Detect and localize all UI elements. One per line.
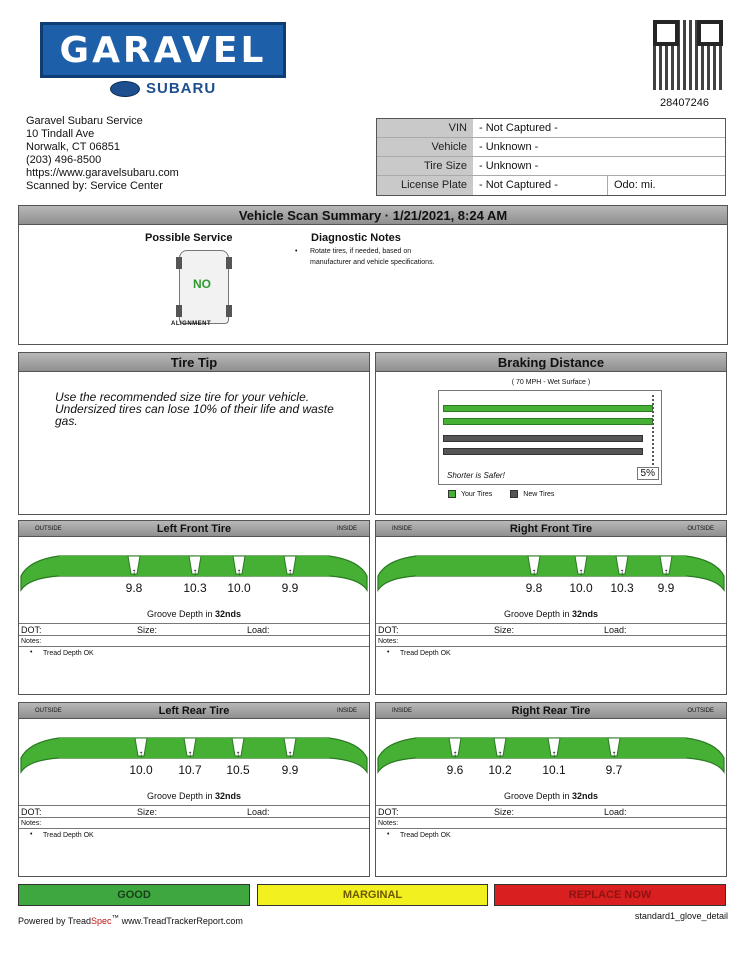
distance-marker [652, 395, 654, 465]
groove-depth-caption: Groove Depth in 32nds [503, 791, 599, 801]
groove-arrow-icon: ↑ [138, 749, 144, 760]
tire-note [19, 647, 369, 657]
size-label: Size: [494, 807, 515, 817]
groove-arrow-icon: ↑ [531, 567, 537, 578]
your-tires-bar [443, 418, 653, 425]
legend-your-tires [448, 490, 492, 498]
dot-label: DOT: [378, 625, 399, 635]
groove-depth-value: 9.7 [605, 763, 623, 777]
vin-value: - Not Captured - [479, 122, 558, 134]
tire-header [376, 703, 726, 719]
groove-arrow-icon: ↑ [192, 567, 198, 578]
diagnostic-notes-title: Diagnostic Notes [311, 232, 401, 244]
groove-depth-caption: Groove Depth in 32nds [146, 609, 242, 619]
possible-service-title: Possible Service [145, 232, 233, 244]
groove-depth-caption: Groove Depth in 32nds [146, 791, 242, 801]
groove-arrow-icon: ↑ [497, 749, 503, 760]
dealer-address [26, 115, 179, 193]
address-phone: (203) 496-8500 [26, 154, 102, 166]
groove-arrow-icon: ↑ [287, 567, 293, 578]
footer-site: www.TreadTrackerReport.com [119, 916, 243, 926]
tire-meta-row [19, 806, 369, 818]
diagnostic-note [295, 246, 465, 268]
legend-label: Your Tires [461, 490, 493, 498]
vehicle-label: Vehicle [377, 138, 473, 156]
tire-side-right: INSIDE [336, 708, 357, 714]
logo-sub [110, 80, 216, 97]
size-label: Size: [137, 625, 158, 635]
address-line: Norwalk, CT 06851 [26, 141, 120, 153]
tire-side-right: INSIDE [336, 526, 357, 532]
tire-side-right: OUTSIDE [687, 526, 714, 532]
size-label: Size: [137, 807, 158, 817]
vehicle-row [377, 138, 725, 157]
groove-arrow-icon: ↑ [235, 749, 241, 760]
vehicle-scan-summary-panel [18, 205, 728, 345]
condition-replace-now: REPLACE NOW [494, 884, 726, 906]
notes-label: Notes: [19, 818, 369, 829]
tire-header [376, 521, 726, 537]
tire-note [376, 647, 726, 657]
tire-tip-title: Tire Tip [19, 353, 369, 372]
tire-panel-lr [18, 702, 370, 877]
tire-meta [19, 623, 369, 657]
groove-depth-value: 10.7 [178, 763, 202, 777]
qr-code-icon [653, 20, 723, 90]
groove-depth-value: 10.3 [183, 581, 207, 595]
new-tires-bar [443, 435, 643, 442]
logo-sub-text: SUBARU [146, 80, 217, 97]
groove-arrow-icon: ↑ [187, 749, 193, 760]
tire-title: Left Rear Tire [158, 705, 230, 717]
braking-percent: 5% [637, 467, 659, 480]
wheel-icon [176, 305, 182, 317]
license-plate-label: License Plate [377, 176, 473, 195]
braking-subtitle: ( 70 MPH - Wet Surface ) [511, 379, 591, 386]
groove-arrow-icon: ↑ [551, 749, 557, 760]
tire-size-label: Tire Size [377, 157, 473, 175]
groove-arrow-icon: ↑ [236, 567, 242, 578]
load-label: Load: [247, 807, 270, 817]
license-plate-value: - Not Captured - [479, 179, 558, 191]
load-label: Load: [604, 625, 627, 635]
dot-label: DOT: [21, 625, 42, 635]
license-plate-row [377, 176, 725, 195]
footer-powered-by [18, 913, 243, 926]
tire-side-left: INSIDE [392, 526, 413, 532]
tire-meta [19, 805, 369, 839]
load-label: Load: [604, 807, 627, 817]
footer-powered: Powered by Tread [18, 916, 92, 926]
vin-row [377, 119, 725, 138]
tire-note-text: Tread Depth OK [400, 650, 451, 657]
braking-title: Braking Distance [376, 353, 726, 372]
logo-brand-text: GARAVEL [59, 29, 267, 71]
tire-note [19, 829, 369, 839]
tire-size-value: - Unknown - [479, 160, 539, 172]
subaru-emblem-icon [110, 81, 140, 97]
groove-arrow-icon: ↑ [131, 567, 137, 578]
wheel-icon [176, 257, 182, 269]
groove-depth-value: 10.2 [488, 763, 512, 777]
load-label: Load: [247, 625, 270, 635]
address-line: 10 Tindall Ave [26, 128, 95, 140]
tire-tip-text: Use the recommended size tire for your vehicle. Undersized tires can lose 10% of their life and waste gas. [55, 390, 334, 428]
tire-note-text: Tread Depth OK [400, 832, 451, 839]
notes-label: Notes: [376, 818, 726, 829]
tire-panel-rf [375, 520, 727, 695]
tire-tip-panel [18, 352, 370, 515]
groove-depth-value: 9.9 [657, 581, 675, 595]
tire-size-row [377, 157, 725, 176]
condition-good: GOOD [18, 884, 250, 906]
notes-label: Notes: [19, 636, 369, 647]
legend-new-tires [510, 490, 554, 498]
groove-arrow-icon: ↑ [287, 749, 293, 760]
odometer-value: Odo: mi. [607, 176, 725, 195]
groove-arrow-icon: ↑ [578, 567, 584, 578]
braking-chart [438, 390, 662, 485]
braking-legend [448, 490, 554, 498]
tire-meta-row [376, 624, 726, 636]
tire-meta [376, 623, 726, 657]
tire-title: Right Rear Tire [511, 705, 591, 717]
tire-title: Right Front Tire [509, 523, 593, 535]
scanned-by: Scanned by: Service Center [26, 180, 163, 192]
tire-note [376, 829, 726, 839]
vin-label: VIN [377, 119, 473, 137]
tire-side-left: OUTSIDE [35, 708, 62, 714]
tire-header [19, 703, 369, 719]
groove-arrow-icon: ↑ [452, 749, 458, 760]
groove-depth-value: 9.9 [281, 763, 299, 777]
dot-label: DOT: [21, 807, 42, 817]
wheel-icon [226, 257, 232, 269]
vehicle-value: - Unknown - [479, 141, 539, 153]
tire-meta-row [19, 624, 369, 636]
footer-template-id: standard1_glove_detail [634, 911, 728, 921]
groove-depth-value: 9.9 [281, 581, 299, 595]
summary-title: Vehicle Scan Summary · 1/21/2021, 8:24 AM [19, 206, 727, 225]
new-tires-bar [443, 448, 643, 455]
groove-depth-caption: Groove Depth in 32nds [503, 609, 599, 619]
tire-panel-lf [18, 520, 370, 695]
shorter-is-safer-text: Shorter is Safer! [447, 471, 505, 480]
groove-arrow-icon: ↑ [619, 567, 625, 578]
groove-depth-value: 10.0 [227, 581, 251, 595]
footer-spec: Spec [91, 916, 112, 926]
tire-meta [376, 805, 726, 839]
tire-side-right: OUTSIDE [687, 708, 714, 714]
dot-label: DOT: [378, 807, 399, 817]
groove-depth-value: 10.3 [610, 581, 634, 595]
groove-depth-value: 10.5 [226, 763, 250, 777]
legend-swatch-gray [510, 490, 518, 498]
groove-depth-value: 9.8 [525, 581, 543, 595]
vehicle-info-table [376, 118, 726, 196]
logo-box [40, 22, 286, 78]
address-website: https://www.garavelsubaru.com [26, 167, 179, 179]
your-tires-bar [443, 405, 653, 412]
footer-tm: ™ [111, 913, 120, 922]
garavel-subaru-logo [40, 22, 286, 100]
groove-depth-value: 10.0 [569, 581, 593, 595]
size-label: Size: [494, 625, 515, 635]
tire-side-left: OUTSIDE [35, 526, 62, 532]
groove-depth-value: 9.8 [125, 581, 143, 595]
groove-depth-value: 10.1 [542, 763, 566, 777]
condition-marginal: MARGINAL [257, 884, 488, 906]
tire-panel-rr [375, 702, 727, 877]
wheel-icon [226, 305, 232, 317]
alignment-label: ALIGNMENT [171, 321, 212, 327]
tire-title: Left Front Tire [156, 523, 232, 535]
groove-arrow-icon: ↑ [611, 749, 617, 760]
groove-arrow-icon: ↑ [663, 567, 669, 578]
tire-note-text: Tread Depth OK [43, 650, 94, 657]
notes-label: Notes: [376, 636, 726, 647]
groove-depth-value: 10.0 [129, 763, 153, 777]
tire-meta-row [376, 806, 726, 818]
braking-distance-panel [375, 352, 727, 515]
diagnostic-note-line: • Rotate tires, if needed, based on [310, 248, 412, 255]
diagnostic-note-line: manufacturer and vehicle specifications. [310, 259, 435, 266]
legend-swatch-green [448, 490, 456, 498]
legend-label: New Tires [523, 490, 555, 498]
qr-id: 28407246 [660, 97, 709, 109]
tire-note-text: Tread Depth OK [43, 832, 94, 839]
car-diagram-icon [179, 250, 229, 324]
tire-header [19, 521, 369, 537]
alignment-status: NO [193, 277, 211, 291]
tire-side-left: INSIDE [392, 708, 413, 714]
groove-depth-value: 9.6 [446, 763, 464, 777]
address-line: Garavel Subaru Service [26, 115, 143, 127]
